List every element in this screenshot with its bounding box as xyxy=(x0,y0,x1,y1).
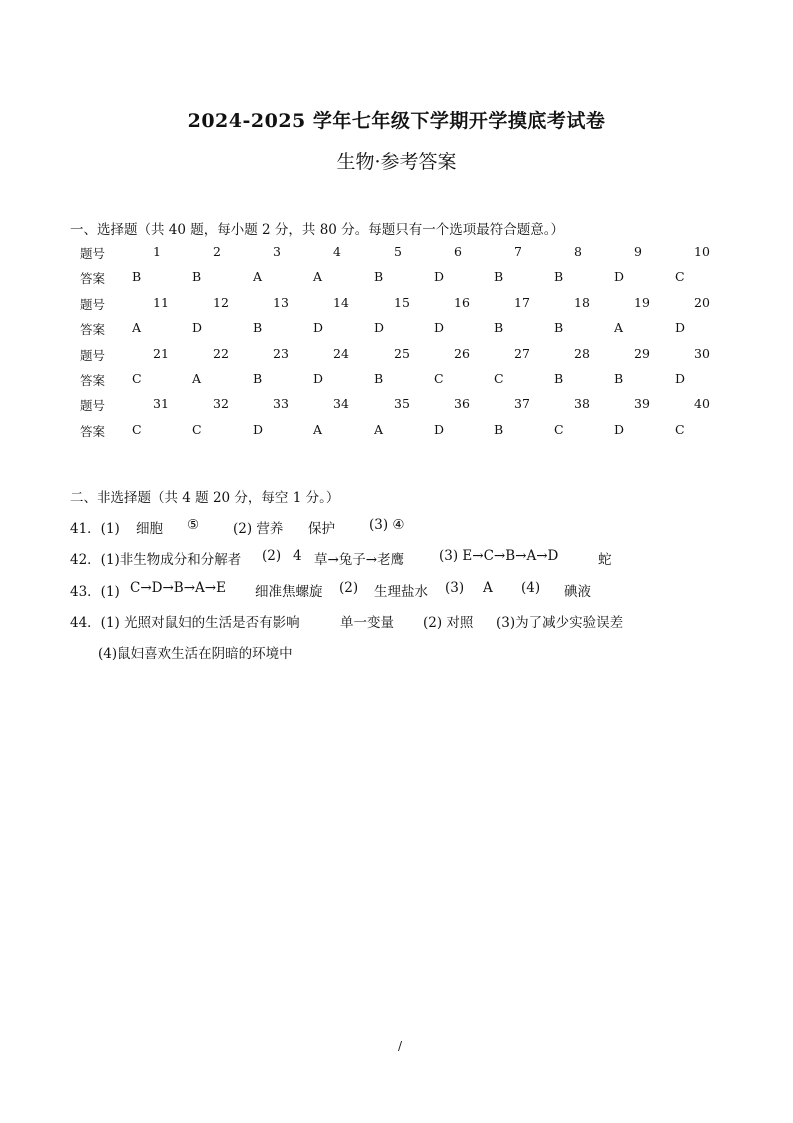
answer-letter: C xyxy=(554,421,564,437)
answer-letter: B xyxy=(374,370,384,386)
answer-letter: B xyxy=(253,320,263,336)
question-number: 40 xyxy=(694,396,710,412)
answer-letter: C xyxy=(192,421,202,437)
question-number: 12 xyxy=(213,294,229,310)
answer-letter: D xyxy=(374,320,385,336)
question-number: 13 xyxy=(273,294,289,310)
page-mark: / xyxy=(398,1039,403,1053)
row-label-answer: 答案 xyxy=(80,372,106,388)
question-number: 30 xyxy=(694,345,710,361)
answer-letter: D xyxy=(313,320,324,336)
answer-letter: A xyxy=(253,269,263,285)
question-number: 28 xyxy=(574,345,590,361)
question-number: 32 xyxy=(213,396,229,412)
question-number: 18 xyxy=(574,294,590,310)
answer-line-44-continued: (4)鼠妇喜欢生活在阴暗的环境中 xyxy=(98,646,293,662)
q41-part: ⑤ xyxy=(187,517,200,533)
question-number: 5 xyxy=(394,244,402,259)
answer-letter: A xyxy=(192,370,202,386)
q41-part: 41．(1) xyxy=(70,521,120,537)
question-number: 17 xyxy=(514,294,530,310)
answer-letter: D xyxy=(675,320,686,336)
row-label-question: 题号 xyxy=(80,296,106,312)
question-number: 15 xyxy=(394,294,410,310)
q44-part: 44．(1) 光照对鼠妇的生活是否有影响 xyxy=(70,615,300,631)
answer-letter: C xyxy=(675,421,685,437)
answer-letter: B xyxy=(614,370,624,386)
answer-letter: A xyxy=(614,320,624,336)
question-number: 11 xyxy=(153,294,169,310)
question-number: 2 xyxy=(213,244,221,259)
question-number: 26 xyxy=(454,345,470,361)
answer-letter: D xyxy=(313,370,324,386)
q43-part: (4) xyxy=(521,580,541,596)
answer-letter: C xyxy=(494,370,504,386)
section1-heading: 一、选择题（共 40 题，每小题 2 分，共 80 分。每题只有一个选项最符合题意。） xyxy=(70,222,564,238)
question-number: 10 xyxy=(694,244,710,259)
question-number: 29 xyxy=(634,345,650,361)
question-number: 3 xyxy=(273,244,281,259)
q42-part: 42．(1)非生物成分和分解者 xyxy=(70,552,242,568)
q43-part: A xyxy=(483,580,493,596)
answer-letter: A xyxy=(132,320,142,336)
page-subtitle: 生物·参考答案 xyxy=(336,151,457,173)
answer-letter: B xyxy=(494,269,504,285)
answer-letter: B xyxy=(494,320,504,336)
question-number: 24 xyxy=(333,345,349,361)
answer-letter: B xyxy=(374,269,384,285)
answer-letter: C xyxy=(132,421,142,437)
answer-letter: A xyxy=(374,421,384,437)
q44-part: 单一变量 xyxy=(340,615,394,631)
answer-letter: D xyxy=(675,370,686,386)
answer-letter: C xyxy=(132,370,142,386)
q42-part: (2) xyxy=(262,548,282,564)
q43-part: 生理盐水 xyxy=(374,584,428,600)
question-number: 35 xyxy=(394,396,410,412)
q43-part: 43．(1) xyxy=(70,584,120,600)
question-number: 1 xyxy=(153,244,161,259)
q41-part: 细胞 xyxy=(136,521,163,537)
q43-part: 碘液 xyxy=(564,584,591,600)
answer-letter: D xyxy=(614,421,625,437)
q42-part: (3) E→C→B→A→D xyxy=(439,548,559,564)
q44-part: (2) 对照 xyxy=(423,615,474,631)
question-number: 23 xyxy=(273,345,289,361)
answer-letter: D xyxy=(434,269,445,285)
q41-part: (2) 营养 xyxy=(233,521,284,537)
question-number: 20 xyxy=(694,294,710,310)
question-number: 31 xyxy=(153,396,169,412)
question-number: 8 xyxy=(574,244,582,259)
question-number: 16 xyxy=(454,294,470,310)
answer-letter: B xyxy=(554,320,564,336)
answer-letter: B xyxy=(554,370,564,386)
answer-letter: A xyxy=(313,421,323,437)
answer-letter: B xyxy=(253,370,263,386)
q41-part: 保护 xyxy=(308,521,335,537)
question-number: 9 xyxy=(634,244,642,259)
page-title: 2024-2025 学年七年级下学期开学摸底考试卷 xyxy=(187,110,606,132)
answer-letter: D xyxy=(434,320,445,336)
answer-letter: B xyxy=(494,421,504,437)
question-number: 19 xyxy=(634,294,650,310)
q41-part: (3) ④ xyxy=(369,517,405,533)
answer-letter: C xyxy=(434,370,444,386)
answer-letter: D xyxy=(614,269,625,285)
question-number: 25 xyxy=(394,345,410,361)
row-label-question: 题号 xyxy=(80,398,106,414)
section2-heading: 二、非选择题（共 4 题 20 分，每空 1 分。） xyxy=(70,490,340,506)
answer-letter: D xyxy=(192,320,203,336)
q43-part: C→D→B→A→E xyxy=(130,580,226,596)
answer-letter: A xyxy=(313,269,323,285)
question-number: 36 xyxy=(454,396,470,412)
row-label-question: 题号 xyxy=(80,246,106,261)
q43-part: 细准焦螺旋 xyxy=(255,584,323,600)
answer-letter: B xyxy=(554,269,564,285)
answer-letter: D xyxy=(434,421,445,437)
answer-letter: D xyxy=(253,421,264,437)
answer-letter: B xyxy=(192,269,202,285)
question-number: 37 xyxy=(514,396,530,412)
question-number: 14 xyxy=(333,294,349,310)
q43-part: (3) xyxy=(445,580,465,596)
question-number: 22 xyxy=(213,345,229,361)
row-label-answer: 答案 xyxy=(80,423,106,439)
q43-part: (2) xyxy=(339,580,359,596)
answer-letter: C xyxy=(675,269,685,285)
row-label-answer: 答案 xyxy=(80,271,106,287)
q44-part: (3)为了减少实验误差 xyxy=(496,615,624,631)
q42-part: 蛇 xyxy=(598,552,612,568)
question-number: 38 xyxy=(574,396,590,412)
q42-part: 4 xyxy=(293,548,302,564)
question-number: 6 xyxy=(454,244,462,259)
answer-letter: B xyxy=(132,269,142,285)
q42-part: 草→兔子→老鹰 xyxy=(314,552,405,568)
question-number: 7 xyxy=(514,244,522,259)
row-label-answer: 答案 xyxy=(80,322,106,338)
question-number: 27 xyxy=(514,345,530,361)
question-number: 34 xyxy=(333,396,349,412)
question-number: 4 xyxy=(333,244,341,259)
row-label-question: 题号 xyxy=(80,347,106,363)
question-number: 39 xyxy=(634,396,650,412)
question-number: 33 xyxy=(273,396,289,412)
question-number: 21 xyxy=(153,345,169,361)
